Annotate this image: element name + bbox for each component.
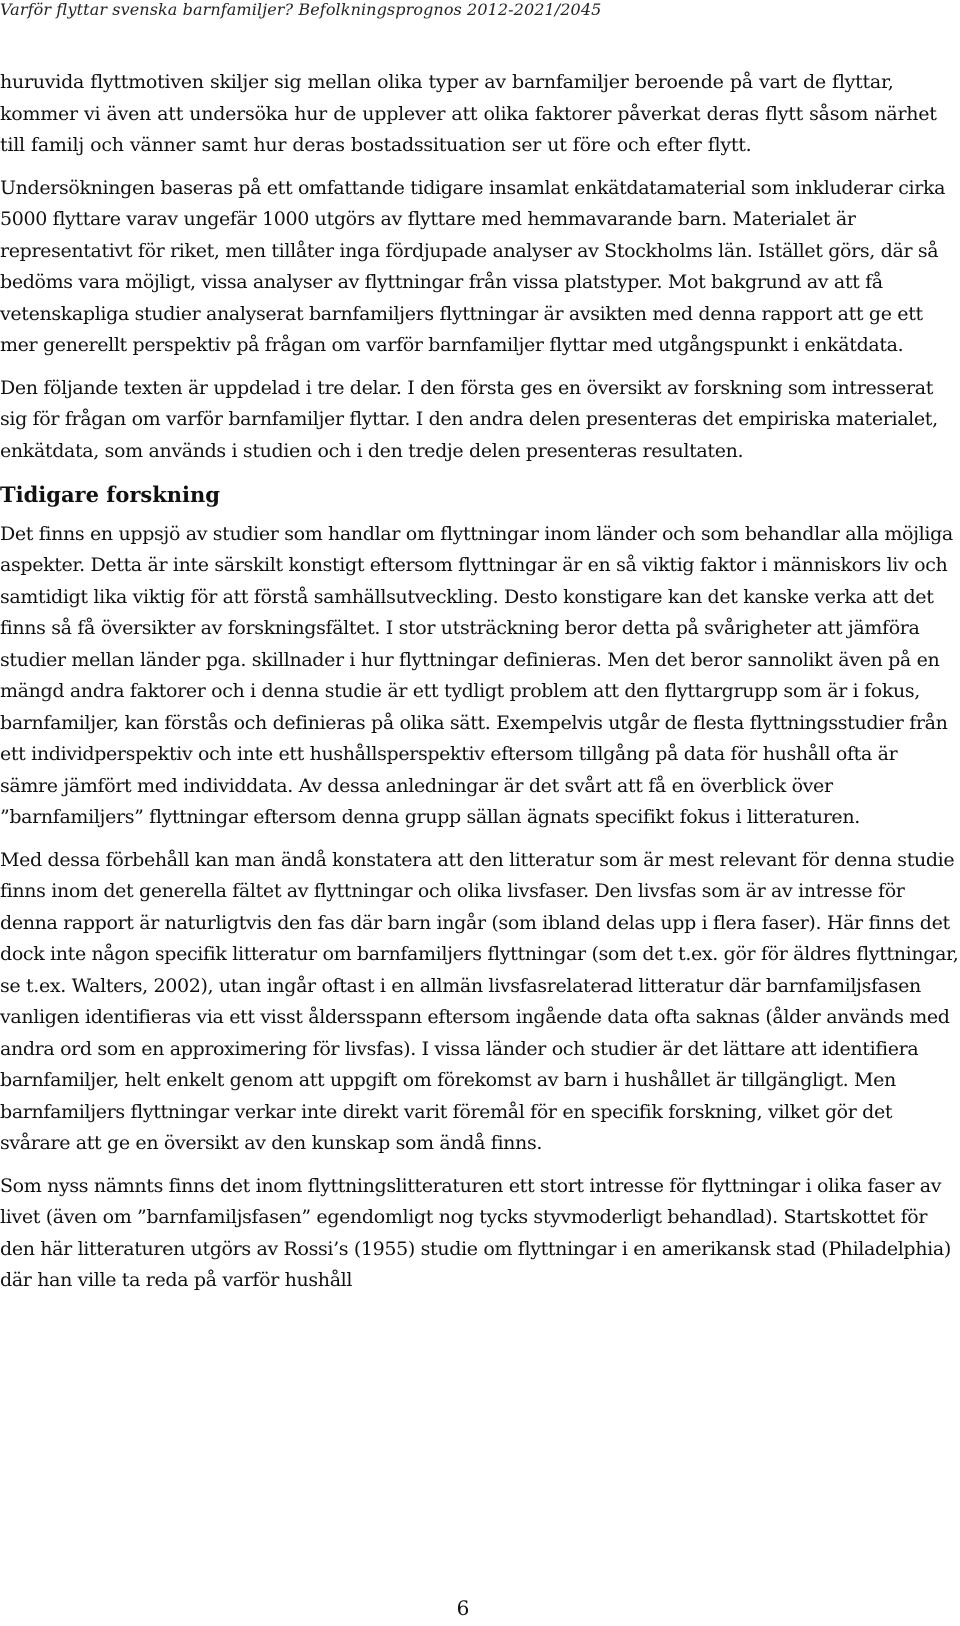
paragraph-survey-data: Undersökningen baseras på ett omfattande tidigare insamlat enkätdatamaterial som inkluderar cirka 5000 flyttare varav ungefär 1000 utgörs av flyttare med hemmavarande barn. Materialet är representativt för riket, men tillåter inga fördjupade analyser av Stockholms län. Istället görs, där så bedöms vara möjligt, vissa analyser av flyttningar från vissa platstyper. Mot bakgrund av att få vetenskapliga studier analyserat barnfamiljers flyttningar är avsikten med denna rapport att ge ett mer generellt perspektiv på frågan om varför barnfamiljer flyttar med utgångspunkt i enkätdata. [0,176,946,356]
paragraph-intro-continued: huruvida flyttmotiven skiljer sig mellan olika typer av barnfamiljer beroende på vart de flyttar, kommer vi även att undersöka hur de upplever att olika faktorer påverkat deras flytt såsom närhet till familj och vänner samt hur deras bostadssituation ser ut före och efter flytt. [0,71,937,156]
running-header: Varför flyttar svenska barnfamiljer? Befolkningsprognos 2012-2021/2045 [0,0,602,19]
paragraph-outline: Den följande texten är uppdelad i tre delar. I den första ges en översikt av forskning som intresserat sig för frågan om varför barnfamiljer flyttar. I den andra delen presenteras det empiriska materialet, enkätdata, som används i studien och i den tredje delen presenteras resultaten. [0,376,938,462]
document-body [0,67,960,1297]
paragraph-rossi-study: Som nyss nämnts finns det inom flyttningslitteraturen ett stort intresse för flyttningar i olika faser av livet (även om ”barnfamiljsfasen” egendomligt nog tycks styvmoderligt behandlad). Startskottet för den här litteraturen utgörs av Rossi’s (1955) studie om flyttningar i en amerikansk stad (Philadelphia) där han ville ta reda på varför hushåll [0,1174,951,1291]
paragraph-previous-research: Det finns en uppsjö av studier som handlar om flyttningar inom länder och som behandlar alla möjliga aspekter. Detta är inte särskilt konstigt eftersom flyttningar är en så viktig faktor i människors liv och samtidigt lika viktig för att förstå samhällsutveckling. Desto konstigare kan det kanske verka att det finns så få översikter av forskningsfältet. I stor utsträckning beror detta på svårigheter att jämföra studier mellan länder pga. skillnader i hur flyttningar definieras. Men det beror sannolikt även på en mängd andra faktorer och i denna studie är ett tydligt problem att den flyttargrupp som är i fokus, barnfamiljer, kan förstås och definieras på olika sätt. Exempelvis utgår de flesta flyttningsstudier från ett individperspektiv och inte ett hushållsperspektiv eftersom tillgång på data för hushåll ofta är sämre jämfört med individdata. Av dessa anledningar är det svårt att få en överblick över ”barnfamiljers” flyttningar eftersom denna grupp sällan ägnats specifikt fokus i litteraturen. [0,522,953,828]
paragraph-life-phases: Med dessa förbehåll kan man ändå konstatera att den litteratur som är mest relevant för denna studie finns inom det generella fältet av flyttningar och olika livsfaser. Den livsfas som är av intresse för denna rapport är naturligtvis den fas där barn ingår (som ibland delas upp i flera faser). Här finns det dock inte någon specifik litteratur om barnfamiljers flyttningar (som det t.ex. gör för äldres flyttningar, se t.ex. Walters, 2002), utan ingår oftast i en allmän livsfasrelaterad litteratur där barnfamiljsfasen vanligen identifieras via ett visst åldersspann eftersom ingående data ofta saknas (ålder används med andra ord som en approximering för livsfas). I vissa länder och studier är det lättare att identifiera barnfamiljer, helt enkelt genom att uppgift om förekomst av barn i hushållet är tillgängligt. Men barnfamiljers flyttningar verkar inte direkt varit föremål för en specifik forskning, vilket gör det svårare att ge en översikt av den kunskap som ändå finns. [0,848,959,1154]
section-heading: Tidigare forskning [0,482,220,507]
page-number: 6 [456,1596,470,1620]
